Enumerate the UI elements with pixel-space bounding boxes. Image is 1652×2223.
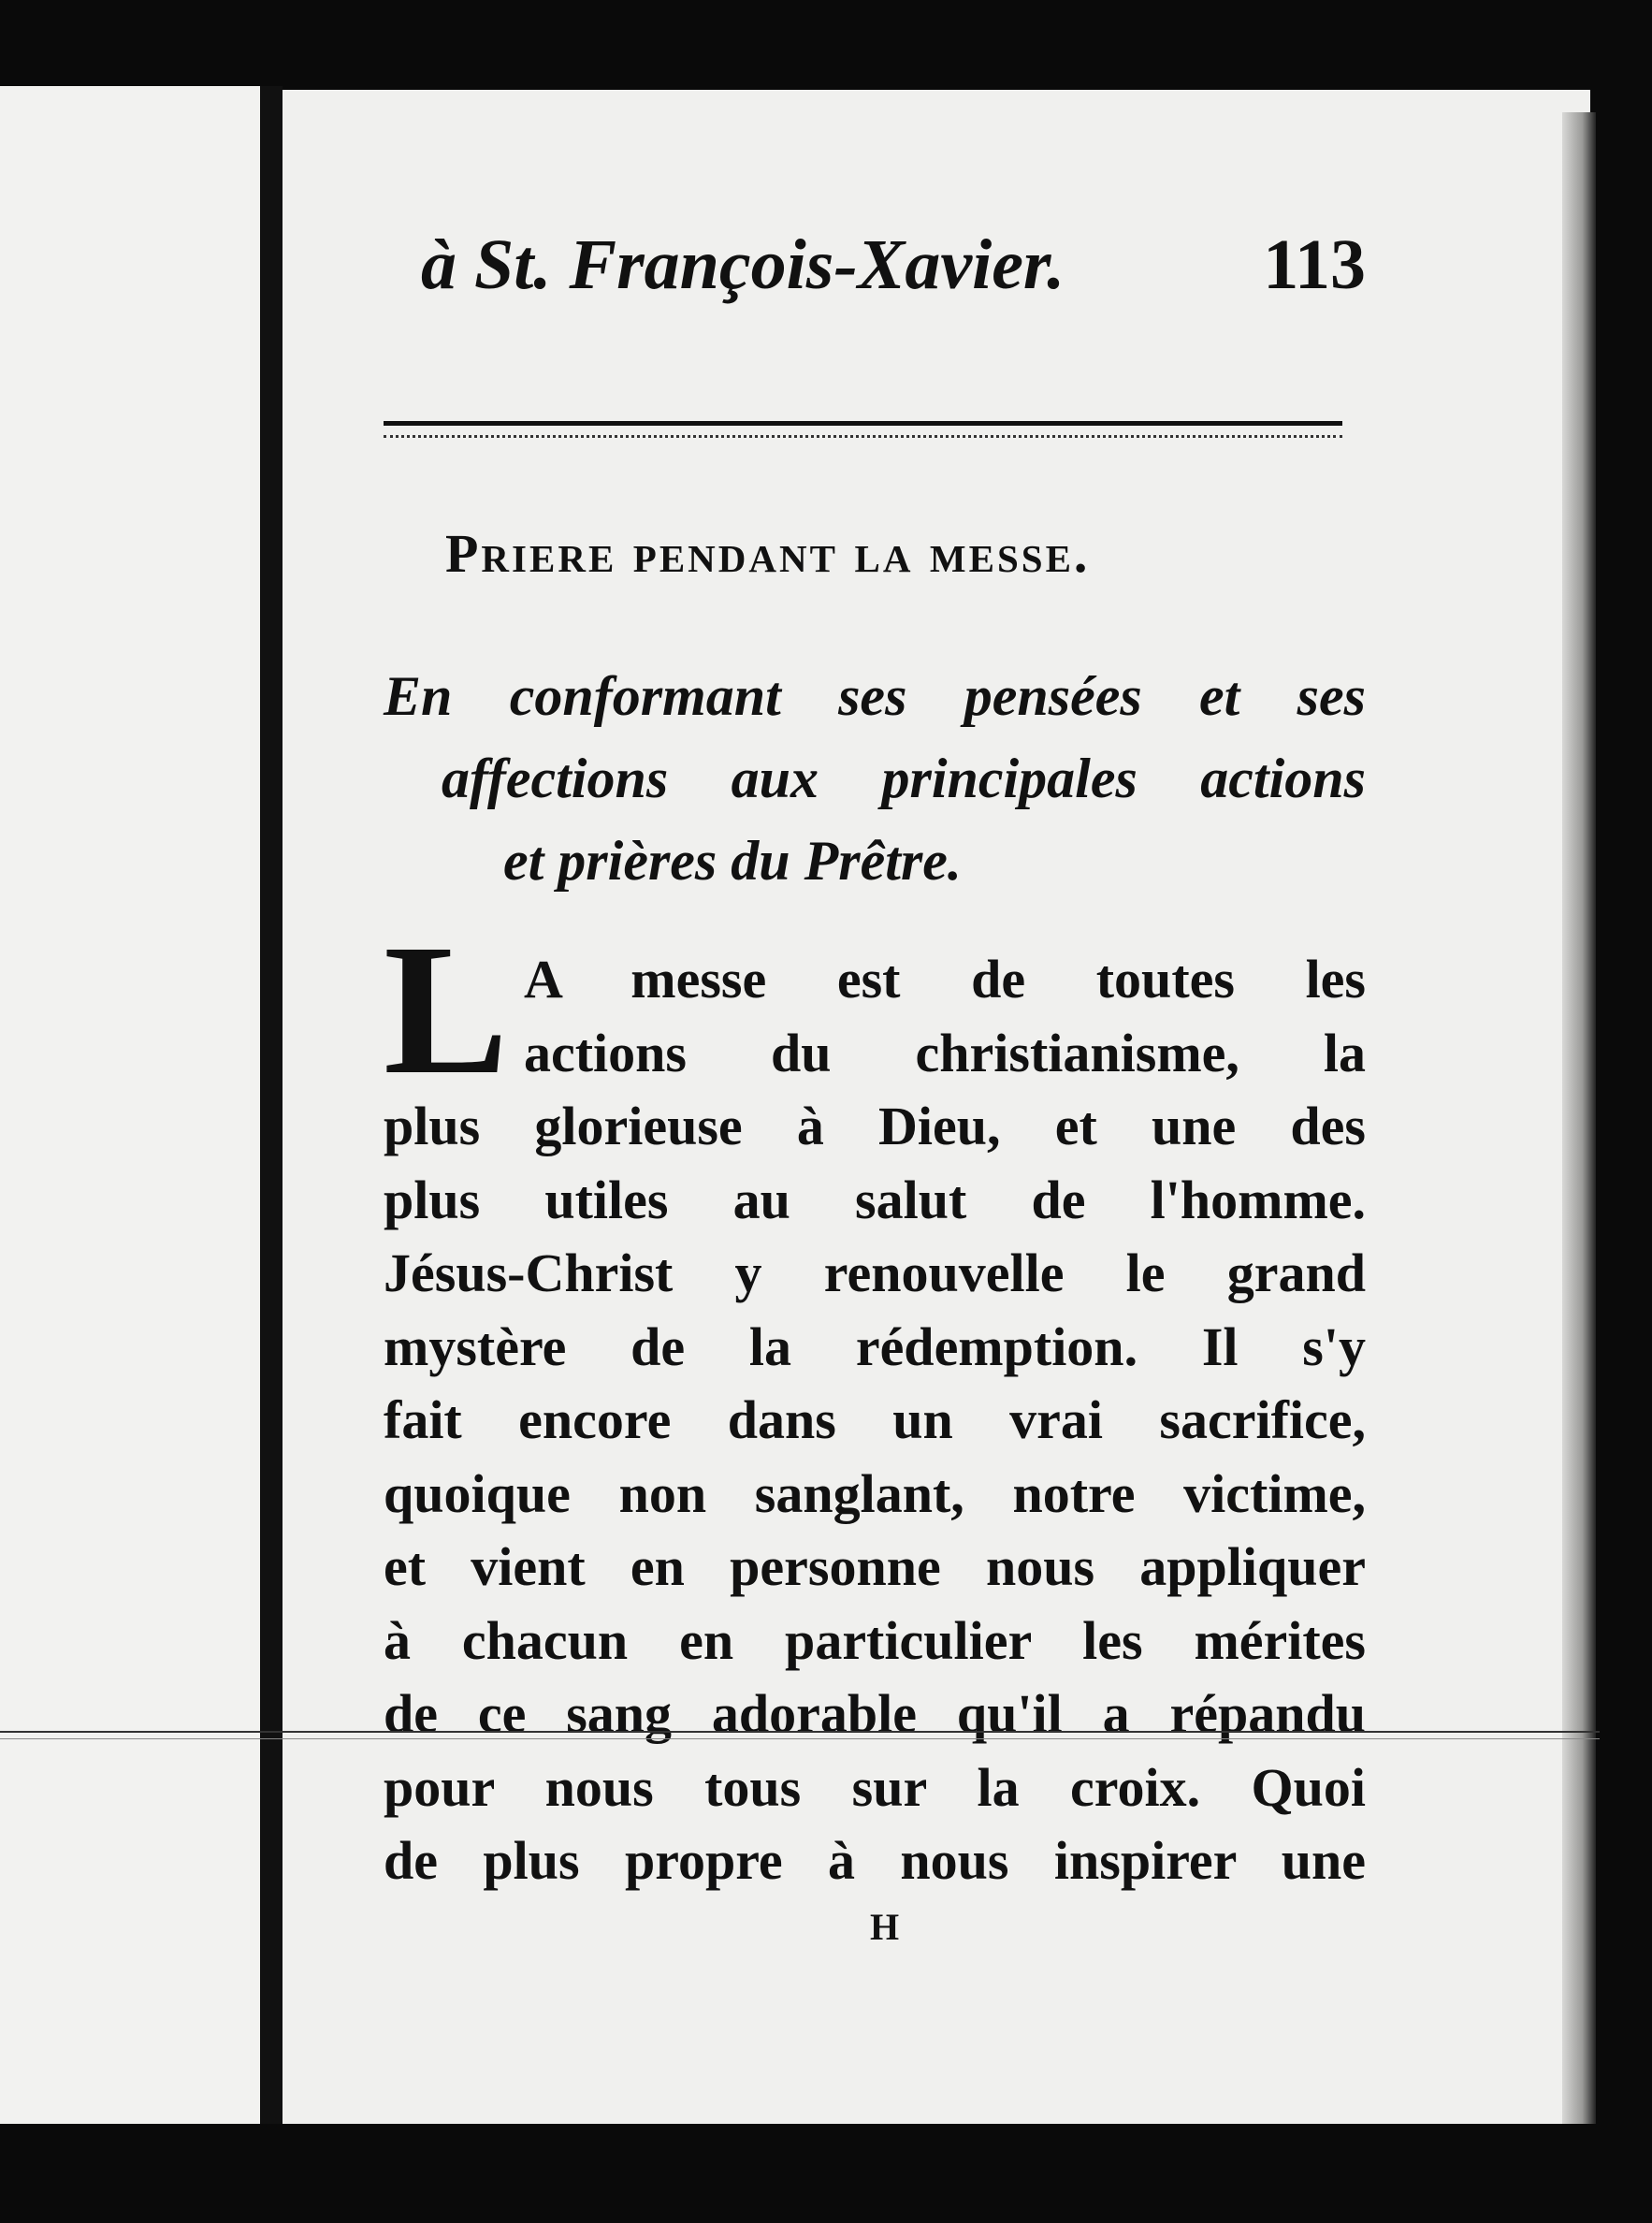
subheading-line: et prières du Prêtre. [503, 830, 962, 892]
page-edge [1562, 112, 1596, 2124]
drop-cap: L [384, 907, 509, 1113]
subheading-line: En conformant ses pensées et ses [384, 665, 1366, 727]
body-line: à chacun en particulier les mérites [384, 1609, 1366, 1671]
body-line: Jésus-Christ y renouvelle le grand [384, 1242, 1366, 1303]
body-line: plus glorieuse à Dieu, et une des [384, 1096, 1366, 1156]
section-heading: Priere pendant la messe. [445, 523, 1091, 584]
body-paragraph [384, 943, 1366, 1898]
body-line: et vient en personne nous appliquer [384, 1536, 1366, 1597]
body-line: de plus propre à nous inspirer une [384, 1830, 1366, 1891]
scan-artifact-line [0, 1731, 1600, 1739]
body-line: mystère de la rédemption. Il s'y [384, 1315, 1366, 1377]
body-line: pour nous tous sur la croix. Quoi [384, 1756, 1366, 1818]
body-line: quoique non sanglant, notre victime, [384, 1462, 1366, 1524]
ornamental-rule [384, 421, 1342, 438]
page-number: 113 [1263, 225, 1366, 304]
body-line: A messe est de toutes les [524, 949, 1366, 1010]
body-line: actions du christianisme, la [524, 1022, 1366, 1083]
body-line: fait encore dans un vrai sacrifice, [384, 1389, 1366, 1450]
running-head-title: à St. François-Xavier. [421, 225, 1065, 304]
body-line: plus utiles au salut de l'homme. [384, 1169, 1366, 1230]
running-head [421, 225, 1366, 306]
body-line: de ce sang adorable qu'il a répandu [384, 1683, 1366, 1744]
left-page [0, 86, 260, 2124]
book-gutter [260, 86, 283, 2124]
subheading-line: affections aux principales actions [442, 748, 1366, 809]
section-subheading [384, 655, 1366, 902]
signature-mark: H [870, 1906, 900, 1948]
